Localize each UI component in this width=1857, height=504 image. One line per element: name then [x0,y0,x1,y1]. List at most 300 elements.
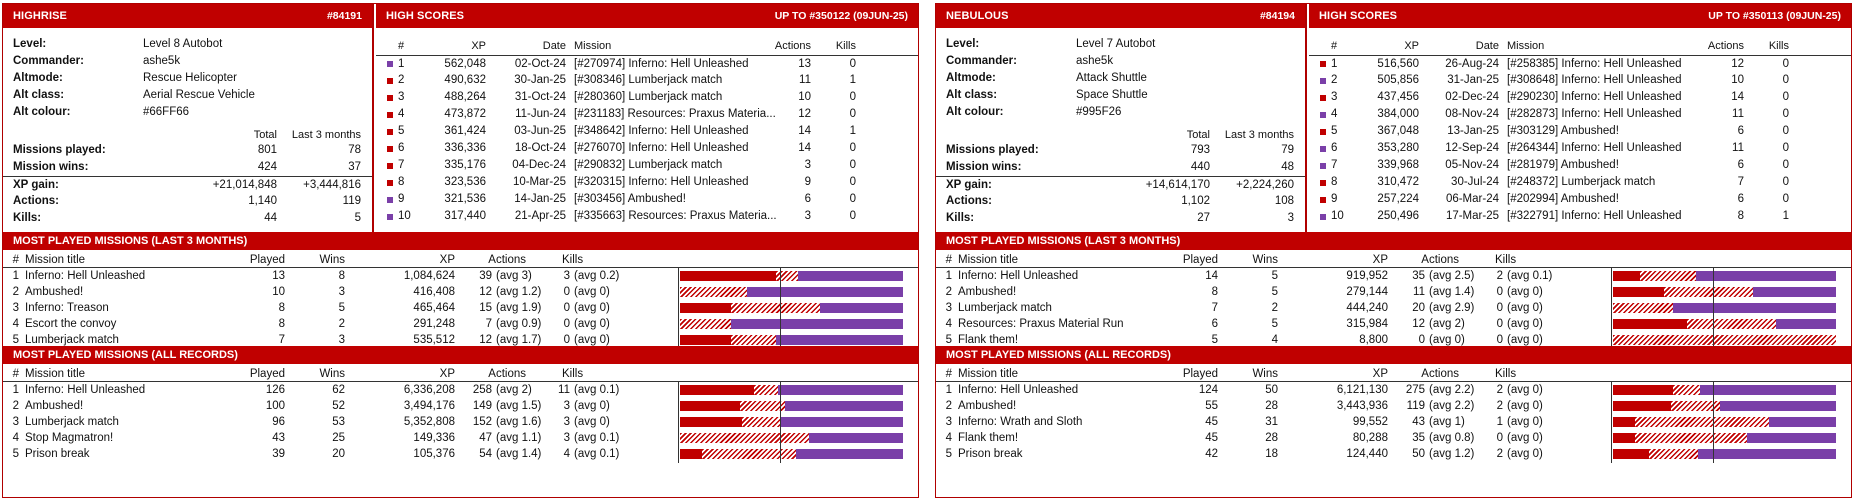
actions: 9 [804,176,811,188]
high-score-row[interactable] [376,89,918,106]
col-header: Mission title [958,254,1019,266]
high-score-row[interactable] [1309,123,1851,140]
date: 30-Jul-24 [1451,176,1499,188]
kills: 0 [1496,318,1503,330]
missions-columns [3,366,918,382]
mission-bar [680,271,903,281]
robot-details [3,28,372,121]
actions-avg: (avg 2.2) [1429,400,1475,412]
col-header: Wins [319,368,345,380]
mission-title[interactable]: Ambushed! [25,400,84,412]
kills-avg: (avg 0) [574,318,610,330]
wins: 5 [1271,270,1278,282]
mission-title[interactable]: Escort the convoy [25,318,117,330]
marker-cell [1309,140,1331,157]
detail-row [946,104,1305,121]
col-header: # [398,40,405,52]
rank: 6 [398,142,405,154]
detail-value: Level 7 Autobot [1076,38,1156,50]
section-header: MOST PLAYED MISSIONS (ALL RECORDS) [936,346,1851,364]
actions-avg: (avg 0.8) [1429,432,1475,444]
wins: 28 [1265,400,1278,412]
kills: 0 [849,91,856,103]
rank: 6 [1331,142,1338,154]
bar-segment-purple [1696,271,1836,281]
marker-cell [1309,157,1331,174]
kills: 0 [1782,176,1789,188]
stats-total: 44 [264,212,277,224]
kills-avg: (avg 0) [574,416,610,428]
mission-title[interactable]: Stop Magmatron! [25,432,114,444]
col-header: Mission [1507,40,1545,52]
bar-segment-hatched [1640,271,1696,281]
actions-avg: (avg 1.4) [1429,286,1475,298]
marker-cell [1309,56,1331,72]
bar-segment-hatched [680,319,731,329]
missions-columns [936,366,1851,382]
mission-link[interactable]: [#348642] Inferno: Hell Unleashed [574,125,749,137]
wins: 50 [1265,384,1278,396]
mission-bars [1611,382,1836,463]
wins: 18 [1265,448,1278,460]
actions: 11 [1413,286,1425,298]
stats-table [3,128,372,227]
stats-row [3,142,372,159]
bar-segment-hatched [1687,319,1776,329]
actions: 35 [1412,432,1425,444]
bar-segment-purple [1698,449,1836,459]
stats-label: XP gain: [946,179,992,191]
high-score-row[interactable] [376,140,918,157]
mission-link[interactable]: [#258385] Inferno: Hell Unleashed [1507,58,1682,70]
color-marker-icon [387,180,393,186]
detail-value: Level 8 Autobot [143,38,223,50]
kills: 0 [849,58,856,70]
high-score-row[interactable] [1309,140,1851,157]
stats-recent: 119 [342,195,361,207]
xp-value: 336,336 [444,142,486,154]
mission-title[interactable]: Inferno: Hell Unleashed [958,270,1079,282]
mission-rank: 4 [945,432,952,444]
actions: 12 [1731,58,1744,70]
bar-segment-solid [1613,417,1635,427]
col-header: Played [249,368,285,380]
mission-title[interactable]: Lumberjack match [25,416,119,428]
high-score-row[interactable] [1309,174,1851,191]
actions: 6 [804,193,811,205]
played: 126 [265,384,285,396]
mission-bar [1613,271,1836,281]
high-score-row[interactable] [376,72,918,89]
played: 5 [1211,334,1218,346]
wins: 52 [332,400,345,412]
high-score-row[interactable] [1309,55,1851,72]
col-header: Played [1182,368,1218,380]
actions-avg: (avg 2.5) [1429,270,1475,282]
high-score-row[interactable] [376,106,918,123]
stats-row [936,176,1305,193]
date: 17-Mar-25 [1445,210,1499,222]
stats-row [936,159,1305,176]
rank: 8 [398,176,405,188]
actions: 20 [1412,302,1425,314]
bar-segment-purple [1753,287,1836,297]
mission-title[interactable]: Flank them! [958,334,1019,346]
high-score-row[interactable] [376,208,918,225]
stats-total: 801 [257,144,277,156]
stats-total: 440 [1190,161,1210,173]
mission-link[interactable]: [#320315] Inferno: Hell Unleashed [574,176,749,188]
mission-link[interactable]: [#290832] Lumberjack match [574,159,723,171]
col-marker [376,38,398,55]
bar-segment-purple [785,401,903,411]
detail-label: Level: [13,38,47,50]
actions-avg: (avg 0.9) [496,318,542,330]
mission-bar [1613,287,1836,297]
marker-cell [376,191,398,208]
stats-label: Actions: [946,195,992,207]
mission-bar [680,303,903,313]
kills: 0 [849,159,856,171]
bar-segment-hatched [1673,385,1700,395]
col-header: Date [542,40,566,52]
actions: 12 [1412,318,1425,330]
marker-cell [376,140,398,157]
high-scores-panel [376,4,918,232]
rank: 3 [1331,91,1338,103]
actions: 0 [1418,334,1425,346]
mission-rank: 1 [945,270,952,282]
mission-link[interactable]: [#202994] Ambushed! [1507,193,1619,205]
mission-bar [680,287,903,297]
detail-row [13,87,372,104]
kills-avg: (avg 0) [1507,286,1543,298]
detail-label: Commander: [946,55,1017,67]
kills: 0 [849,142,856,154]
mission-rank: 3 [945,416,952,428]
mission-bar [1613,303,1836,313]
mission-link[interactable]: [#264344] Inferno: Hell Unleashed [1507,142,1682,154]
played: 8 [278,302,285,314]
mission-bar [680,401,903,411]
mission-link[interactable]: [#276070] Inferno: Hell Unleashed [574,142,749,154]
mission-title[interactable]: Prison break [958,448,1023,460]
col-header: Date [1475,40,1499,52]
mission-link[interactable]: [#308346] Lumberjack match [574,74,723,86]
date: 11-Jun-24 [515,108,566,120]
actions: 258 [472,384,492,396]
col-header: Wins [1252,254,1278,266]
date: 05-Nov-24 [1445,159,1499,171]
color-marker-icon [1320,129,1326,135]
stats-row [3,193,372,210]
robot-info-panel [3,4,374,232]
kills-avg: (avg 0.1) [574,448,620,460]
bar-segment-hatched [740,401,785,411]
date: 31-Oct-24 [514,91,566,103]
stats-label: Mission wins: [13,161,89,173]
mission-bar [1613,385,1836,395]
high-score-row[interactable] [1309,208,1851,225]
high-scores-range: UP TO #350113 (09JUN-25) [1708,10,1841,22]
actions: 12 [798,108,811,120]
robot-id: #84194 [1259,10,1295,22]
stats-header-total: Total [253,129,277,141]
bar-segment-solid [680,401,740,411]
kills: 0 [563,302,570,314]
col-header: Actions [488,254,526,266]
bar-segment-purple [776,335,903,345]
detail-label: Altmode: [946,72,996,84]
xp-value: 310,472 [1377,176,1419,188]
rank: 2 [1331,74,1338,86]
marker-cell [1309,89,1331,106]
actions-avg: (avg 0) [1429,334,1465,346]
mission-title[interactable]: Inferno: Treason [25,302,109,314]
detail-value: ashe5k [143,55,181,67]
mission-link[interactable]: [#281979] Ambushed! [1507,159,1619,171]
xp: 105,376 [413,448,455,460]
mission-title[interactable]: Ambushed! [958,400,1017,412]
high-score-row[interactable] [376,157,918,174]
high-score-row[interactable] [1309,72,1851,89]
stats-total: 793 [1190,144,1210,156]
date: 21-Apr-25 [514,210,566,222]
bar-segment-purple [747,287,903,297]
col-header: Mission [574,40,612,52]
mission-bar [1613,449,1836,459]
mission-bars [1611,268,1836,349]
kills: 1 [1782,210,1789,222]
mission-title[interactable]: Ambushed! [25,286,84,298]
stats-header [936,128,1305,142]
mission-title[interactable]: Inferno: Hell Unleashed [25,270,146,282]
missions-columns [936,252,1851,268]
xp: 535,512 [413,334,455,346]
mission-bars [678,268,903,349]
col-header: Played [249,254,285,266]
high-scores-panel [1309,4,1851,232]
section-header: MOST PLAYED MISSIONS (LAST 3 MONTHS) [3,232,918,250]
mission-title[interactable]: Inferno: Hell Unleashed [25,384,146,396]
high-score-row[interactable] [376,123,918,140]
color-marker-icon [387,163,393,169]
actions: 39 [479,270,492,282]
marker-cell [376,174,398,191]
kills: 3 [563,400,570,412]
mission-link[interactable]: [#303456] Ambushed! [574,193,686,205]
bar-segment-hatched [680,433,809,443]
mission-link[interactable]: [#335663] Resources: Praxus Materia... [574,210,777,222]
rank: 8 [1331,176,1338,188]
mission-link[interactable]: [#308648] Inferno: Hell Unleashed [1507,74,1682,86]
actions: 6 [1737,125,1744,137]
kills: 0 [1496,302,1503,314]
robot-name[interactable]: HIGHRISE [13,10,67,22]
robot-header [936,4,1305,28]
section-header: MOST PLAYED MISSIONS (ALL RECORDS) [3,346,918,364]
xp: 3,494,176 [403,400,455,412]
kills: 1 [849,74,856,86]
actions-avg: (avg 1.9) [496,302,542,314]
actions: 11 [799,74,811,86]
rank: 9 [1331,193,1338,205]
mission-bar [1613,417,1836,427]
col-header: Kills [1495,368,1517,380]
marker-cell [1309,123,1331,140]
kills-avg: (avg 0.1) [574,432,620,444]
high-score-row[interactable] [1309,106,1851,123]
col-header: Kills [562,368,584,380]
wins: 28 [1265,432,1278,444]
bar-segment-hatched [1613,335,1836,345]
wins: 5 [338,302,345,314]
date: 10-Mar-25 [512,176,566,188]
high-score-row[interactable] [1309,191,1851,208]
col-header: Kills [1768,40,1789,52]
col-header: Played [1182,254,1218,266]
xp: 291,248 [413,318,455,330]
mission-link[interactable]: [#270974] Inferno: Hell Unleashed [574,58,749,70]
mission-link[interactable]: [#290230] Inferno: Hell Unleashed [1507,91,1682,103]
mission-link[interactable]: [#303129] Ambushed! [1507,125,1619,137]
wins: 8 [338,270,345,282]
mission-link[interactable]: [#231183] Resources: Praxus Materia... [574,108,776,120]
rank: 5 [1331,125,1338,137]
date: 13-Jan-25 [1447,125,1499,137]
bar-segment-purple [809,433,903,443]
xp: 919,952 [1346,270,1388,282]
detail-value: #995F26 [1076,106,1122,118]
mission-link[interactable]: [#280360] Lumberjack match [574,91,723,103]
color-marker-icon [1320,61,1326,67]
mission-bar [1613,401,1836,411]
high-score-row[interactable] [1309,157,1851,174]
played: 45 [1205,416,1218,428]
rank: 10 [1331,210,1344,222]
wins: 5 [1271,286,1278,298]
actions: 47 [479,432,492,444]
bar-segment-solid [1613,319,1687,329]
wins: 53 [332,416,345,428]
mission-link[interactable]: [#322791] Inferno: Hell Unleashed [1507,210,1682,222]
xp: 149,336 [413,432,455,444]
actions: 15 [479,302,492,314]
col-header: Wins [1252,368,1278,380]
bar-segment-purple [1673,303,1836,313]
stats-total: 1,140 [248,195,277,207]
played: 43 [272,432,285,444]
rank: 3 [398,91,405,103]
kills-avg: (avg 0) [574,400,610,412]
mission-link[interactable]: [#282873] Inferno: Hell Unleashed [1507,108,1682,120]
bar-segment-purple [778,385,903,395]
mission-title[interactable]: Lumberjack match [25,334,119,346]
mission-rank: 5 [12,334,19,346]
col-header: XP [471,40,486,52]
stats-recent: +2,224,260 [1236,179,1294,191]
mission-title[interactable]: Ambushed! [958,286,1017,298]
xp: 3,443,936 [1336,400,1388,412]
mission-link[interactable]: [#248372] Lumberjack match [1507,176,1656,188]
kills: 2 [1496,448,1503,460]
stats-label: Missions played: [13,144,106,156]
xp: 99,552 [1352,416,1388,428]
kills: 0 [849,108,856,120]
rank: 5 [398,125,405,137]
kills-avg: (avg 0.1) [1507,270,1553,282]
date: 26-Aug-24 [1445,58,1499,70]
high-score-row[interactable] [376,174,918,191]
xp: 6,336,208 [403,384,455,396]
xp-value: 317,440 [444,210,486,222]
xp: 315,984 [1346,318,1388,330]
col-header: Actions [488,368,526,380]
mission-rank: 2 [12,400,19,412]
col-header: Mission title [958,368,1019,380]
detail-value: Attack Shuttle [1076,72,1147,84]
actions: 12 [479,286,492,298]
high-score-row[interactable] [376,55,918,72]
bar-segment-hatched [731,335,776,345]
robot-name[interactable]: NEBULOUS [946,10,1009,22]
stats-label: Actions: [13,195,59,207]
stats-total: 424 [257,161,277,173]
actions: 43 [1412,416,1425,428]
mission-rank: 3 [12,416,19,428]
high-score-row[interactable] [376,191,918,208]
date: 02-Dec-24 [1445,91,1499,103]
col-header: # [945,254,952,266]
kills: 0 [1782,159,1789,171]
xp-value: 516,560 [1377,58,1419,70]
high-score-row[interactable] [1309,89,1851,106]
actions: 10 [798,91,811,103]
col-header: Actions [1421,368,1459,380]
date: 18-Oct-24 [514,142,566,154]
robot-details [936,28,1305,121]
kills: 0 [849,210,856,222]
rank: 1 [398,58,405,70]
mission-title[interactable]: Inferno: Wrath and Sloth [958,416,1083,428]
color-marker-icon [1320,78,1326,84]
stats-label: Mission wins: [946,161,1022,173]
kills-avg: (avg 0) [1507,334,1543,346]
mission-bar [680,385,903,395]
stats-total: 27 [1197,212,1210,224]
mission-title[interactable]: Flank them! [958,432,1019,444]
bar-segment-hatched [1649,449,1698,459]
bar-segment-purple [1776,319,1836,329]
mission-title[interactable]: Prison break [25,448,90,460]
kills-avg: (avg 0) [1507,432,1543,444]
mission-title[interactable]: Inferno: Hell Unleashed [958,384,1079,396]
mission-bar [680,449,903,459]
rank: 1 [1331,58,1338,70]
bar-segment-hatched [1664,287,1753,297]
xp: 5,352,808 [403,416,455,428]
mission-title[interactable]: Resources: Praxus Material Run [958,318,1124,330]
color-marker-icon [1320,197,1326,203]
detail-label: Alt class: [946,89,998,101]
actions-avg: (avg 2.9) [1429,302,1475,314]
xp-value: 250,496 [1377,210,1419,222]
kills-avg: (avg 0) [1507,400,1543,412]
detail-row [946,53,1305,70]
xp-value: 384,000 [1377,108,1419,120]
mission-title[interactable]: Lumberjack match [958,302,1052,314]
reference-line [1713,268,1714,349]
